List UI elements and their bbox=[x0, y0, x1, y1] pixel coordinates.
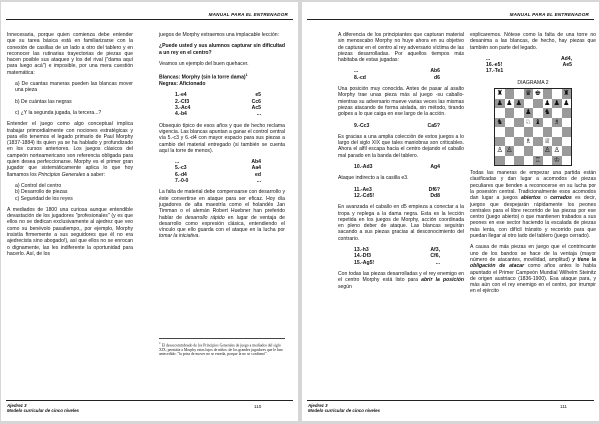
footer-rule bbox=[307, 400, 594, 401]
move-row bbox=[338, 75, 464, 81]
chess-square bbox=[524, 146, 534, 156]
chess-square bbox=[514, 137, 524, 147]
paragraph: A mediados de 1800 una curiosa aunque entendible devastación de los jugadores "profesionales" (y es que ellos no se dedican exclusivamente al ajedrez que veo como su benévolo pasatiempo,, por ejemplo, Morphy insistía firmemente a sus seguidores que él no era ajedrecista sino abogado!), así que ellos no se enrocan o dignamente, las les indiferente la oportunidad para hacerlo. Así, de los bbox=[7, 206, 133, 257]
move-white: 14.-Df3 bbox=[354, 253, 371, 260]
chess-square bbox=[562, 146, 572, 156]
game-title bbox=[159, 72, 285, 81]
paragraph: En avanzada el caballo en d5 empieza a conectar a la tropa y replega a la dama negra. Esta es la lección repetida en los juegos de Morphy, acción coordinada en pleno deber de ataque. Las blancas seguirán sacando a sus piezas gracias al desconocimiento del contrario. bbox=[338, 204, 464, 242]
chess-square bbox=[562, 108, 572, 118]
chess-diagram bbox=[494, 88, 572, 166]
move-row bbox=[159, 178, 285, 184]
chess-square bbox=[533, 146, 543, 156]
chess-piece-square: ♘ bbox=[525, 117, 532, 126]
move-white: 12.-Cd5! bbox=[354, 192, 375, 199]
footer-line: Modelo curricular de cinco niveles bbox=[308, 408, 380, 414]
move-white: ... bbox=[175, 159, 180, 166]
chess-square bbox=[495, 137, 505, 147]
chess-piece-square: ♛ bbox=[525, 89, 532, 98]
move-black: Ae5 bbox=[562, 62, 572, 69]
move-black: d6 bbox=[434, 74, 440, 81]
move-black: Aa4 bbox=[251, 165, 261, 172]
principles-list bbox=[7, 183, 133, 202]
chess-square bbox=[514, 146, 524, 156]
chess-square bbox=[524, 127, 534, 137]
move-row bbox=[338, 260, 464, 266]
bold-text: cerrados bbox=[550, 195, 572, 202]
chess-square bbox=[514, 156, 524, 166]
text: a saber: bbox=[85, 171, 105, 178]
page-footer bbox=[7, 403, 79, 414]
page-number: 110 bbox=[254, 404, 262, 409]
list-item: b) Desarrollo de piezas bbox=[15, 189, 68, 196]
italic-text: tomar la iniciativa bbox=[159, 233, 199, 240]
move-white: ... bbox=[486, 55, 491, 62]
chess-square bbox=[505, 137, 515, 147]
move-black: ... bbox=[256, 178, 261, 185]
left-page-column-2 bbox=[159, 32, 285, 245]
paragraph: A diferencia de los principiantes que capturan material sin menoscabo Morphy no huye ahora en su objetivo de capturar en el centro al rey adversario víctima de las piezas desarrolladas. Por aquellos tiempos más habitaba de estas jugadas: bbox=[338, 32, 464, 64]
moves-group bbox=[159, 92, 285, 117]
chess-square bbox=[533, 99, 543, 109]
game-subtitle: Negras: Aficionado bbox=[159, 81, 206, 88]
move-white: 9.-Cc3 bbox=[354, 122, 370, 129]
chess-square bbox=[505, 89, 515, 99]
move-white: 4.-b4 bbox=[175, 111, 187, 118]
chess-square bbox=[533, 108, 543, 118]
move-black: Cf6, bbox=[430, 253, 440, 260]
move-black: ... bbox=[256, 111, 261, 118]
move-white: 11.-Ae3 bbox=[354, 186, 372, 193]
header-rule bbox=[6, 19, 293, 20]
chess-piece-square: ♟ bbox=[515, 98, 522, 107]
chess-piece-square: ♟ bbox=[544, 98, 551, 107]
move-white: ... bbox=[354, 68, 359, 75]
chess-square bbox=[495, 108, 505, 118]
text: A causa de más piezas en juego que el contrincante uno de los bandos se hace de la ventaja (mayor número de atacantes, movilidad, amplitud) bbox=[470, 244, 596, 263]
paragraph bbox=[338, 271, 464, 290]
footnote-text: El desacostumbrado de los Principios Generales de juego a mediados del siglo XIX, permitía a Morphy estas lujos de niños: de los grandes jugadores que le han antecedido: "la prisa de mover no se enreda, porque la no se confirmó". bbox=[159, 343, 283, 357]
move-row bbox=[338, 193, 464, 199]
paragraph: Una posición muy conocida. Antes de pasar al asalto Morphy trae unas pieza más al juego -su caballo- mientras su adversario mueve varias veces las mismas piezas atacando de forma aislada, sin método, tirando golpes a lo que caiga en ese largo de la acción. bbox=[338, 86, 464, 118]
list-item: c) Seguridad de los reyes bbox=[15, 195, 73, 202]
moves-group bbox=[159, 159, 285, 184]
paragraph: Innecesaria, porque quien comienza debe entender que su tarea básica está en familiarizarse con la conexión de casillas de un lado a otro del tablero y en reconocer las rutinarias trayectorias de piezas que hacen posible sus ataques y los del rival ("dama aquí para luego acá") e imposible, por una mera cuestión matemática: bbox=[7, 32, 133, 76]
chess-square bbox=[543, 127, 553, 137]
text: en lugar de ventaja de desarrollo como expresión clásica, entendiendo el vínculo que ello guarda con el ataque en la lucha por bbox=[159, 214, 285, 234]
move-black: Ac5 bbox=[251, 105, 261, 112]
chess-piece-square: ♟ bbox=[553, 98, 560, 107]
move-white: 6.-d4 bbox=[175, 171, 187, 178]
move-black: ed bbox=[255, 171, 261, 178]
chess-piece-square: ♞ bbox=[496, 117, 503, 126]
right-page-column-1 bbox=[338, 32, 464, 295]
text: según bbox=[338, 283, 352, 290]
move-black: Ab6 bbox=[430, 68, 440, 75]
chess-square bbox=[524, 99, 534, 109]
text: o bbox=[540, 195, 551, 202]
move-black: Ad4, bbox=[560, 55, 572, 62]
paragraph: explicaremos. Nótese como la falta de una torre no desanima a las blancas, de hecho, hay piezas que también son parte del legado. bbox=[470, 32, 596, 51]
paragraph bbox=[470, 244, 596, 294]
header-rule bbox=[307, 19, 594, 20]
list-item: c) ¿Y la segunda jugada, la tercera...? bbox=[15, 109, 102, 116]
list-item: a) De cuantas maneras pueden las blancas mover una pieza bbox=[15, 81, 133, 94]
chess-square bbox=[495, 127, 505, 137]
chess-square bbox=[505, 127, 515, 137]
move-row bbox=[470, 68, 596, 74]
chess-square bbox=[562, 127, 572, 137]
chess-piece-square: ♕ bbox=[544, 136, 551, 145]
move-white: 2.-Cf3 bbox=[175, 98, 190, 105]
chess-piece-square: ♜ bbox=[496, 89, 503, 98]
moves-group bbox=[338, 68, 464, 81]
move-white: 17.-Te1 bbox=[486, 68, 504, 75]
move-black: ... bbox=[435, 259, 440, 266]
chess-piece-square: ♙ bbox=[506, 146, 513, 155]
text: Con todas las piezas desarrolladas y el rey enemigo en el centro Morphy está listo para bbox=[338, 270, 464, 284]
diagram-title: DIAGRAMA 2 bbox=[517, 79, 549, 86]
left-page bbox=[1, 2, 298, 421]
chess-piece-square: ♟ bbox=[506, 98, 513, 107]
page-number: 111 bbox=[560, 404, 567, 409]
chess-piece-square: ♟ bbox=[496, 98, 503, 107]
chess-piece-square: ♙ bbox=[496, 146, 503, 155]
moves-group bbox=[338, 187, 464, 200]
move-white: 3.-Ac4 bbox=[175, 105, 191, 112]
chess-piece-square: ♟ bbox=[525, 108, 532, 117]
move-row bbox=[159, 111, 285, 117]
move-white: 1.-e4 bbox=[175, 92, 187, 99]
move-white: 13.-h3 bbox=[354, 247, 369, 254]
move-black: Af3, bbox=[430, 247, 440, 254]
chess-piece-square: ♝ bbox=[534, 117, 541, 126]
moves-group bbox=[338, 164, 464, 170]
chess-square bbox=[505, 108, 515, 118]
chess-square bbox=[552, 108, 562, 118]
move-row bbox=[338, 123, 464, 129]
chess-piece-square: ♖ bbox=[534, 155, 541, 164]
paragraph bbox=[159, 189, 285, 239]
paragraph bbox=[470, 170, 596, 239]
left-page-column-1 bbox=[7, 32, 133, 262]
chess-square bbox=[514, 89, 524, 99]
chess-square bbox=[533, 137, 543, 147]
page-footer bbox=[308, 403, 380, 414]
move-black: Cc6 bbox=[251, 98, 261, 105]
chess-square bbox=[562, 118, 572, 128]
chess-square bbox=[562, 156, 572, 166]
chess-piece-square: ♗ bbox=[553, 117, 560, 126]
bold-text: y tiene la obligación de atacar bbox=[470, 256, 596, 270]
chess-square bbox=[543, 118, 553, 128]
text: como años antes lo había apuntado el Primer Campeón Mundial Wilhelm Steinitz de origen austriaco (1836-1900). Esa ataque para, y más aún con el rey enemigo en el centro, por irrumpir en el ejército bbox=[470, 263, 596, 295]
footer-line: Ajedrez 3 bbox=[7, 403, 27, 408]
footnote-marker: 1 bbox=[159, 341, 161, 345]
chess-square bbox=[543, 89, 553, 99]
move-black: Ab4 bbox=[251, 159, 261, 166]
chess-square bbox=[552, 89, 562, 99]
move-white: 15.-Ag5! bbox=[354, 259, 375, 266]
bold-text: abiertos bbox=[520, 195, 541, 202]
paragraph: Ataque indirecto a la casilla e3. bbox=[338, 175, 409, 182]
chess-square bbox=[514, 127, 524, 137]
move-black: Dd8 bbox=[430, 192, 440, 199]
moves-group bbox=[338, 123, 464, 129]
chess-square bbox=[552, 127, 562, 137]
chess-piece-square: ♔ bbox=[553, 155, 560, 164]
list-item: b) De cuántas las negras bbox=[15, 98, 72, 105]
bold-text: abrir la posición bbox=[421, 277, 464, 284]
footer-line: Ajedrez 3 bbox=[308, 403, 328, 408]
right-page-column-2 bbox=[470, 32, 596, 300]
footer-line: Modelo curricular de cinco niveles bbox=[7, 408, 79, 414]
move-white: 7.-0-0 bbox=[175, 178, 189, 185]
footnote bbox=[159, 338, 285, 357]
move-black: Df6? bbox=[428, 186, 440, 193]
chess-piece-square: ♙ bbox=[544, 146, 551, 155]
moves-group bbox=[470, 56, 596, 75]
chess-square bbox=[514, 108, 524, 118]
chess-square bbox=[524, 156, 534, 166]
page-header: MANUAL PARA EL ENTRENADOR bbox=[208, 12, 288, 17]
question: ¿Puede usted y sus alumnos capturar sin dificultad a un rey en el centro? bbox=[159, 43, 285, 56]
italic-text: desarrollo rápido bbox=[185, 214, 225, 221]
paragraph bbox=[7, 121, 133, 178]
move-black: Ag4 bbox=[430, 164, 440, 171]
move-white: 16.-e5! bbox=[486, 62, 503, 69]
text: es decir, juegos que despejarán rápidamente los peones centrales para el libre recorrido de las piezas por ese centro (juego abierto) o que mantienen trabados a sus peones en ese sector haciendo la escalada de piezas más lenta, con difícil tránsito y recorrido para que puedan llegar al otro lado del tablero (juego cerrado). bbox=[470, 195, 596, 240]
chess-square bbox=[543, 156, 553, 166]
footer-rule bbox=[6, 400, 293, 401]
chess-piece-square: ♟ bbox=[563, 98, 570, 107]
page-header: MANUAL PARA EL ENTRENADOR bbox=[509, 12, 589, 17]
italic-text: Principios Generales bbox=[38, 171, 86, 178]
text: . bbox=[198, 233, 200, 240]
chess-square bbox=[495, 156, 505, 166]
move-white: 8.-cd bbox=[354, 74, 366, 81]
move-white: 5.-c3 bbox=[175, 165, 187, 172]
moves-group bbox=[338, 247, 464, 266]
chess-piece-square: ♜ bbox=[563, 89, 570, 98]
text: Entender el juego como algo conceptual implica trabajar primordialmente con nociones estratégicas y para ello tenemos el legado primario de Paul Morphy (1837-1884) its quien ya se ha hablado y profundizado en los cursos anteriores. Los juegos clásicos del campeón norteamericano son referencia obligada para quien desea perfeccionarse. Morphy es el primer gran jugador que sistemáticamente aplica lo que hoy llamamos los bbox=[7, 121, 133, 178]
chess-square bbox=[552, 137, 562, 147]
paragraph: Obsequio típico de esos años y que de hecho reclama vigencia. Las blancas apuntan a ganar el control central vía 5.-c3 y 6.-d4 con mayor espacio para sus piezas a cambio del material entregado (si también se cuenta aquí la torre de menos). bbox=[159, 122, 286, 154]
text: Blancas: Morphy (sin la torre dama) bbox=[159, 74, 246, 81]
chess-square bbox=[505, 156, 515, 166]
move-black: Ca5? bbox=[427, 122, 440, 129]
chess-piece-square: ♙ bbox=[553, 146, 560, 155]
chess-piece-square: ♚ bbox=[534, 89, 541, 98]
list-item: a) Control del centro bbox=[15, 182, 62, 189]
paragraph: Veamos un ejemplo del buen quehacer. bbox=[159, 60, 249, 67]
move-white: 10.-Ad3 bbox=[354, 164, 373, 171]
chess-square bbox=[562, 137, 572, 147]
chess-square bbox=[505, 118, 515, 128]
move-row bbox=[338, 164, 464, 170]
right-page bbox=[302, 2, 599, 421]
chess-piece-square: ♞ bbox=[544, 108, 551, 117]
chess-square bbox=[514, 118, 524, 128]
text: La falta de material debe compensarse con desarrollo y éste convertirse en ataque para ser eficaz. Hoy día jugadores de alta maestría como el holandés Jan Timman o el alemán Robert Huebner han preferido hablar de bbox=[159, 189, 285, 221]
chess-piece-square: ♗ bbox=[525, 136, 532, 145]
move-black: e5 bbox=[255, 92, 261, 99]
paragraph: juegos de Morphy extraemos una implacable lección: bbox=[159, 32, 280, 38]
footnote-marker: 1 bbox=[245, 73, 248, 78]
text: Todas las maneras de empezar una partida están clasificadas y dan lugar a acomodos de piezas peculiares que tienden a reconocerse en su lucha por la posesión central. Tradicionalmente esos acomodos dan lugar a juegos bbox=[470, 170, 596, 202]
paragraph: Es gracias a una amplia colección de estos juegos a lo largo del siglo XIX que tales maniobras son criticables. Ahora el alfil escapa hacia el centro dejando el caballo mal parado en la banda del tablero. bbox=[338, 133, 464, 159]
chess-square bbox=[533, 127, 543, 137]
